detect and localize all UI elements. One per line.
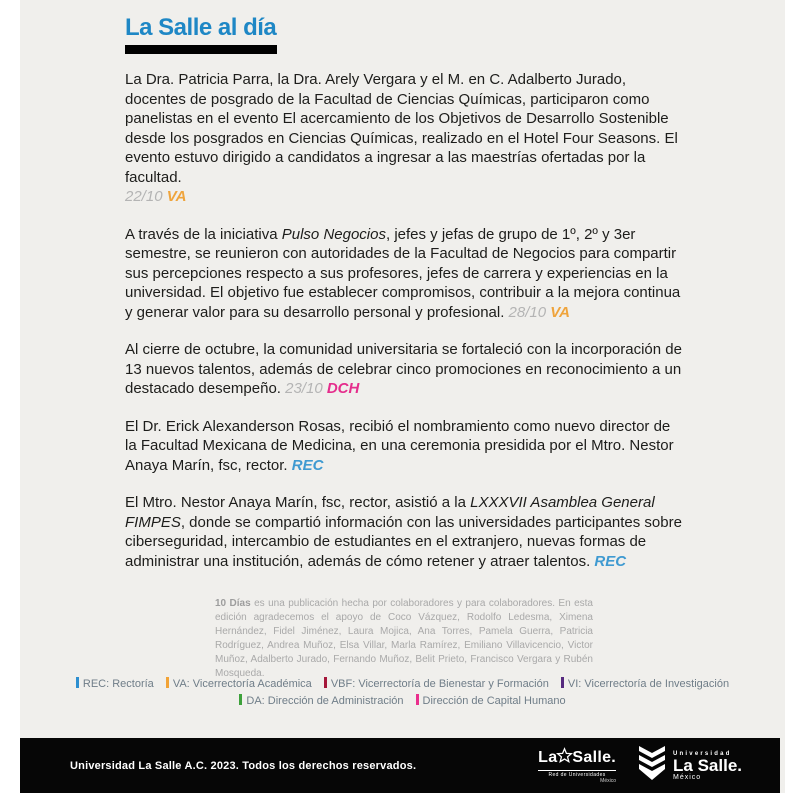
article-area-tag: VA (166, 188, 187, 205)
article-date: 22/10 (125, 188, 163, 205)
logo1-la: La (538, 749, 558, 766)
article-date: 23/10 (285, 380, 323, 397)
article-text: Al cierre de octubre, la comunidad universitaria se fortaleció con la incorporación de 13 nuevos talentos, además de celebrar cinco promociones en reconocimiento a un destacado desempeño. (125, 341, 682, 397)
article-paragraph (125, 417, 685, 476)
legend-label: VBF: Vicerrectoría de Bienestar y Formación (330, 678, 549, 690)
legend-color-bar (76, 677, 79, 688)
legend-label: DA: Dirección de Administración (246, 695, 404, 707)
content-area (20, 0, 785, 681)
article-paragraph (125, 225, 685, 323)
article-text: El Mtro. Nestor Anaya Marín, fsc, rector, asistió a la (125, 494, 471, 511)
article-text: El Dr. Erick Alexanderson Rosas, recibió el nombramiento como nuevo director de la Facultad Mexicana de Medicina, en una ceremonia presidida por el Mtro. Nestor Anaya Marín, fsc, rector. (125, 417, 674, 474)
star-icon (557, 747, 572, 769)
article-paragraph (125, 493, 685, 571)
legend-item (324, 678, 549, 690)
article-text: , donde se compartió información con las universidades participantes sobre ciberseguridad, intercambio de estudiantes en el extranjero, nuevas formas de administrar una institución, además de cómo retener y atraer talentos. (125, 513, 682, 570)
red-universidades-logo (538, 747, 616, 784)
legend-color-bar (239, 694, 242, 705)
legend-item (76, 678, 154, 690)
credits-text: es una publicación hecha por colaboradores y para colaboradores. En esta edición agradecemos el apoyo de Coco Vázquez, Rodolfo Ledesma, Ximena Hernández, Fidel Jiménez, Laura Mojica, Ana Torres, Pamela Guerra, Patricia Rodríguez, Andrea Muñoz, Elsa Villar, Marla Ramírez, Emiliano Villavicencio, Victor Muñoz, Adalberto Jurado, Fernando Muñoz, Belit Prieto, Francisco Vergara y Rubén Mosqueda. (215, 598, 593, 679)
universidad-la-salle-logo (636, 745, 742, 786)
legend-color-bar (416, 694, 419, 705)
article-area-tag: VA (550, 303, 570, 321)
logo2-text (673, 751, 742, 781)
logo2-universidad: Universidad (673, 750, 732, 757)
legend-label: VI: Vicerrectoría de Investigación (567, 678, 730, 690)
article-text: Pulso Negocios (281, 225, 386, 243)
article-text: , jefes y jefas de grupo de 1º, 2º y 3er semestre, se reunieron con autoridades de la Facultad de Negocios para compartir sus percepciones respecto a sus profesores, jefes de carrera y experiencias en la universidad. El objetivo fue establecer compromisos, contribuir a la mejora continua y generar valor para su desarrollo personal y profesional. (125, 225, 681, 321)
article-paragraph (125, 340, 685, 399)
credits-note (215, 597, 593, 681)
legend-color-bar (324, 677, 327, 688)
la-salle-wordmark (538, 747, 616, 769)
legend-item (416, 695, 566, 707)
legend-item (239, 695, 403, 707)
footer-bar (20, 738, 780, 793)
copyright-text: Universidad La Salle A.C. 2023. Todos los derechos reservados. (70, 759, 417, 772)
legend-item (561, 678, 729, 690)
logo1-subtitle: Red de Universidades (538, 770, 616, 778)
article-text: A través de la iniciativa (125, 225, 282, 243)
legend-label: REC: Rectoría (82, 678, 154, 690)
article-paragraph (125, 70, 685, 207)
logo2-la-salle: La Salle. (673, 755, 742, 775)
logo1-salle: Salle. (572, 749, 617, 766)
article-date: 28/10 (508, 303, 547, 321)
article-area-tag: REC (594, 552, 627, 570)
legend-label: Dirección de Capital Humano (422, 695, 566, 707)
legend-item (166, 678, 312, 690)
article-area-tag: DCH (326, 380, 360, 397)
legend (20, 676, 785, 710)
legend-row (20, 676, 785, 693)
legend-color-bar (166, 677, 169, 688)
legend-color-bar (561, 677, 564, 688)
article-area-tag: REC (291, 456, 324, 474)
legend-label: VA: Vicerrectoría Académica (172, 678, 312, 690)
page-title: La Salle al día (125, 14, 277, 41)
footer-logos (538, 745, 742, 786)
newsletter-panel (20, 0, 785, 793)
article-text: La Dra. Patricia Parra, la Dra. Arely Vergara y el M. en C. Adalberto Jurado, docentes de posgrado de la Facultad de Ciencias Químicas, participaron como panelistas en el evento El acercamiento de los Objetivos de Desarrollo Sostenible desde los posgrados en Ciencias Químicas, realizado en el Hotel Four Seasons. El evento estuvo dirigido a candidatos a ingresar a las maestrías ofertadas por la facultad. (125, 71, 678, 186)
logo1-country: México (600, 778, 617, 784)
credits-publication-name: 10 Días (215, 598, 251, 609)
la-salle-shield-icon (636, 745, 668, 786)
articles-list (125, 70, 685, 571)
article-text: LXXXVII Asamblea General FIMPES (125, 494, 655, 531)
title-underline (125, 45, 277, 54)
logo2-mexico: México (673, 773, 702, 781)
legend-row (20, 693, 785, 710)
